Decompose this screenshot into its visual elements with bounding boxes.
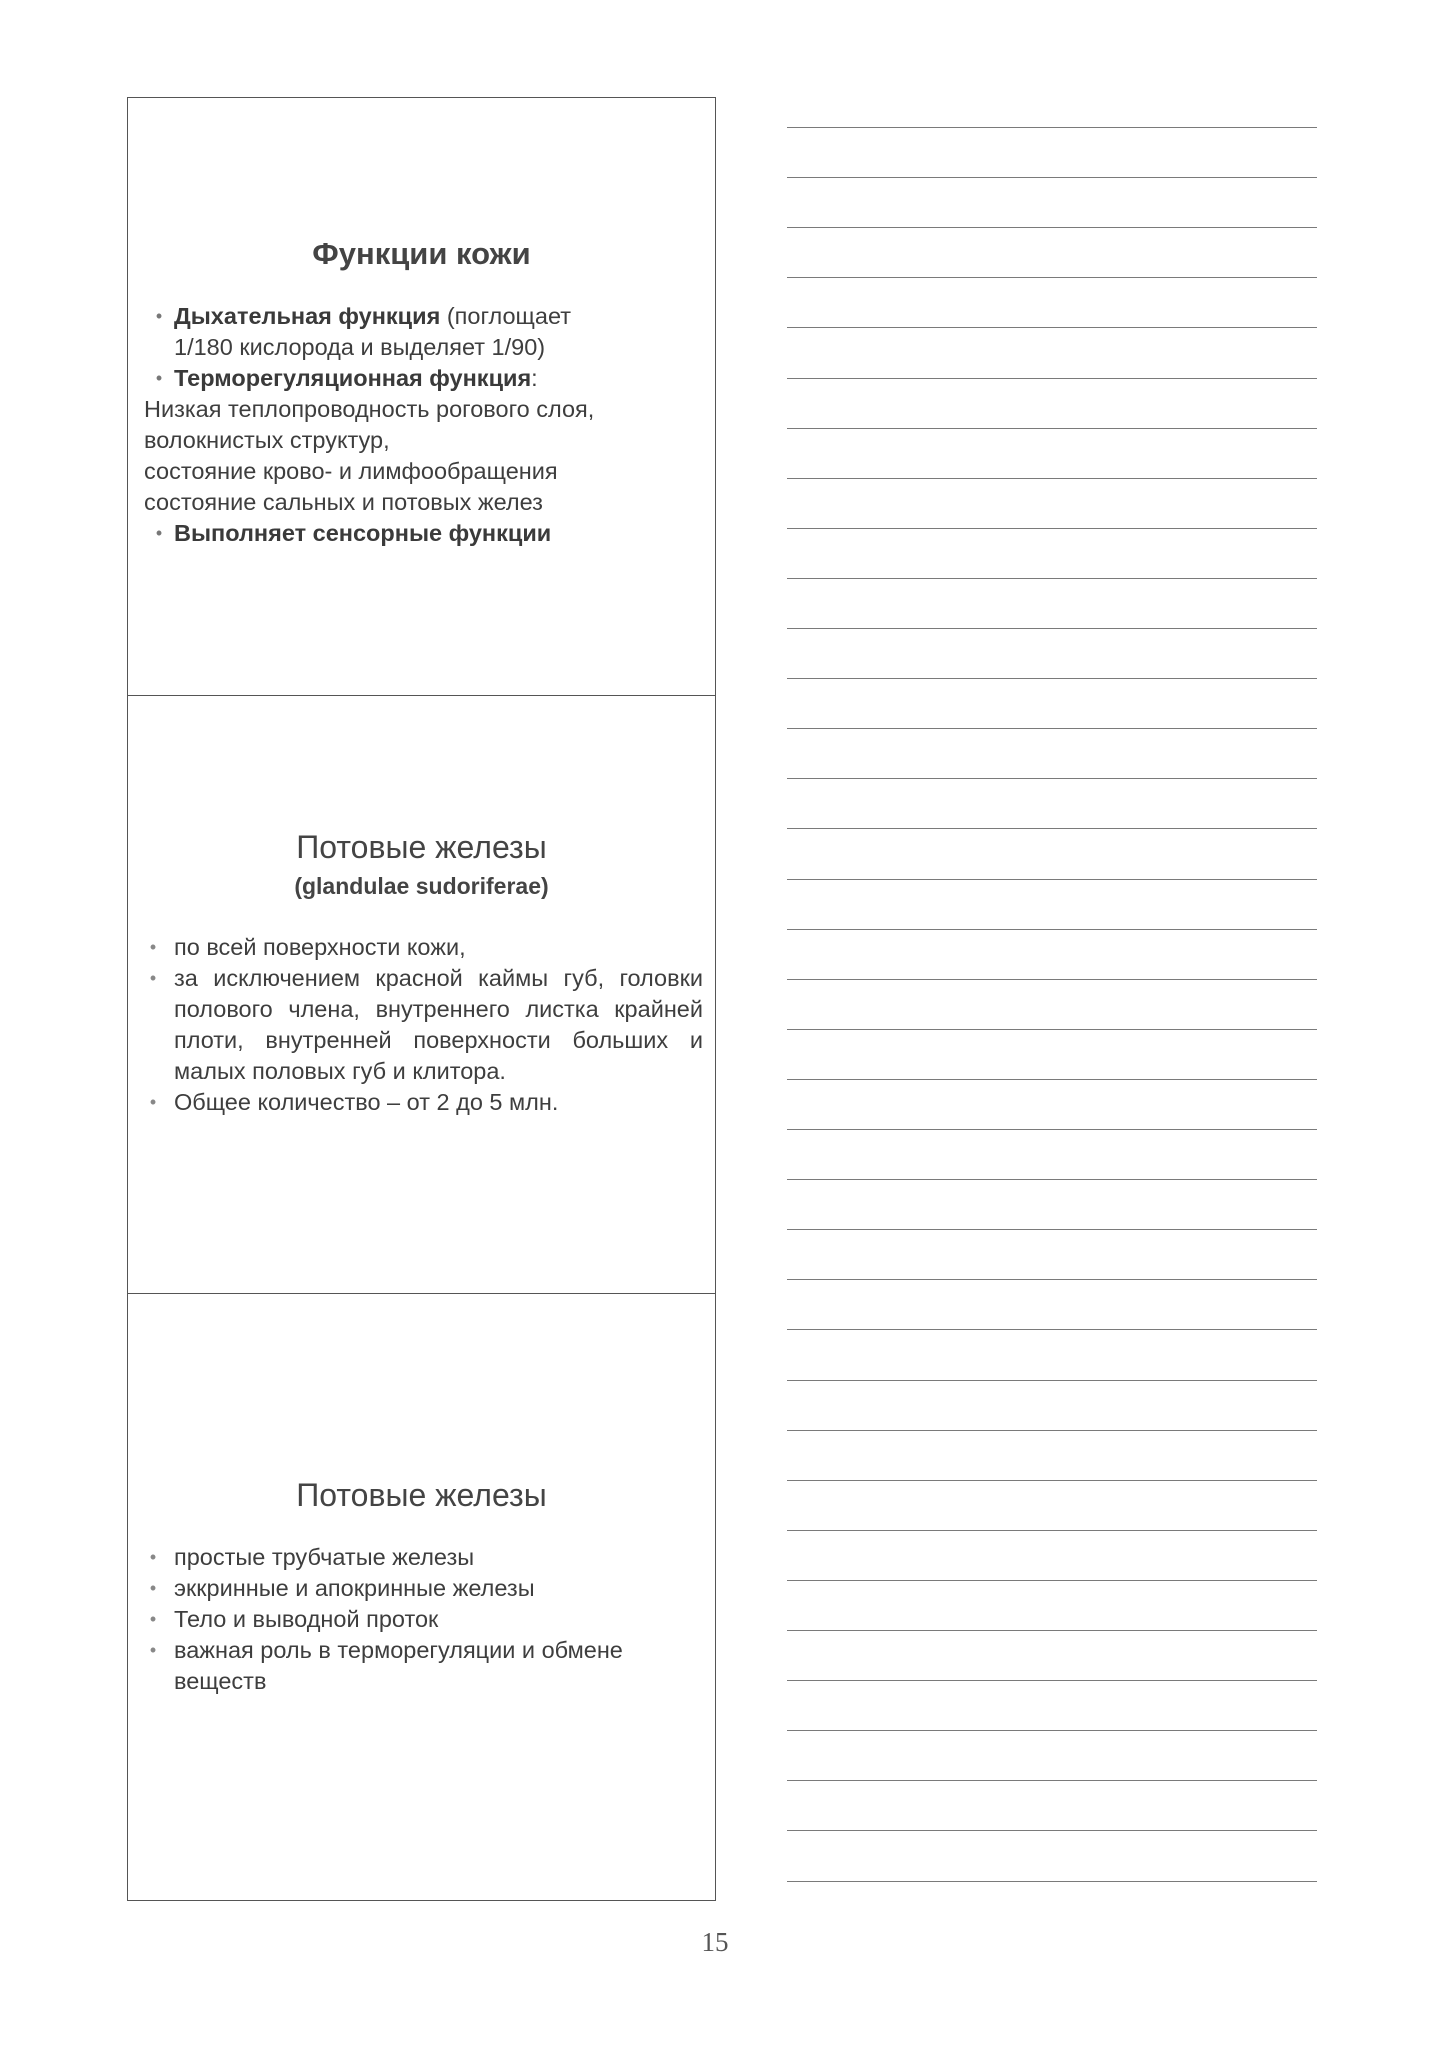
slide-bullet-list: [138, 932, 703, 1118]
note-line: [787, 929, 1317, 930]
slide-title: Потовые железы: [296, 829, 547, 865]
note-line: [787, 1530, 1317, 1531]
note-line: [787, 1430, 1317, 1431]
note-line: [787, 177, 1317, 178]
note-line: [787, 478, 1317, 479]
note-line: [787, 778, 1317, 779]
text-line: волокнистых структур,: [144, 427, 390, 453]
slide-body: [144, 301, 701, 549]
list-item-continuation: 1/180 кислорода и выделяет 1/90): [174, 334, 546, 360]
notes-lines-area: [787, 127, 1322, 1887]
list-item: • Общее количество – от 2 до 5 млн.: [138, 1087, 703, 1118]
list-item: • простые трубчатые железы: [138, 1542, 701, 1573]
note-line: [787, 1780, 1317, 1781]
list-item: • Тело и выводной проток: [138, 1604, 701, 1635]
note-line: [787, 1680, 1317, 1681]
text-line: состояние сальных и потовых желез: [144, 489, 543, 515]
note-line: [787, 277, 1317, 278]
note-line: [787, 227, 1317, 228]
note-line: [787, 628, 1317, 629]
item-text: (поглощает: [440, 303, 572, 329]
slide-sweat-glands-types: [128, 1293, 715, 1899]
page-number: 15: [701, 1927, 729, 1957]
slide-sweat-glands-overview: [128, 695, 715, 1293]
text-line: Низкая теплопроводность рогового слоя,: [144, 396, 595, 422]
note-line: [787, 378, 1317, 379]
note-line: [787, 1881, 1317, 1882]
slide-title: Функции кожи: [312, 236, 531, 271]
list-item: [144, 301, 701, 332]
note-line: [787, 1329, 1317, 1330]
note-line: [787, 879, 1317, 880]
note-line: [787, 127, 1317, 128]
list-item: • важная роль в терморегуляции и обмене веществ: [138, 1635, 701, 1697]
note-line: [787, 428, 1317, 429]
note-line: [787, 1380, 1317, 1381]
list-item: [144, 363, 701, 394]
list-item: • за исключением красной каймы губ, головки полового члена, внутреннего листка крайней плоти, внутренней поверхности больших и малых половых губ и клитора.: [138, 963, 703, 1087]
slide-bullet-list: [138, 1542, 701, 1697]
note-line: [787, 1279, 1317, 1280]
text-line: состояние крово- и лимфообращения: [144, 458, 558, 484]
item-bold-text: Выполняет сенсорные функции: [174, 520, 552, 546]
list-item: • по всей поверхности кожи,: [138, 932, 703, 963]
slides-column: [127, 97, 716, 1901]
note-line: [787, 828, 1317, 829]
bullet-icon: •: [155, 368, 163, 388]
note-line: [787, 728, 1317, 729]
note-line: [787, 979, 1317, 980]
bullet-icon: •: [155, 306, 163, 326]
note-line: [787, 1730, 1317, 1731]
bullet-icon: •: [155, 523, 163, 543]
slide-skin-functions: [128, 98, 715, 695]
note-line: [787, 1179, 1317, 1180]
note-line: [787, 1029, 1317, 1030]
note-line: [787, 1830, 1317, 1831]
note-line: [787, 578, 1317, 579]
note-line: [787, 1129, 1317, 1130]
note-line: [787, 678, 1317, 679]
note-line: [787, 1580, 1317, 1581]
slide-title: Потовые железы: [296, 1477, 547, 1513]
note-line: [787, 1229, 1317, 1230]
note-line: [787, 528, 1317, 529]
list-item: • эккринные и апокринные железы: [138, 1573, 701, 1604]
note-line: [787, 1630, 1317, 1631]
item-bold-text: Терморегуляционная функция: [174, 365, 532, 391]
item-text: :: [531, 365, 538, 391]
list-item: [144, 518, 701, 549]
note-line: [787, 1480, 1317, 1481]
item-bold-text: Дыхательная функция: [174, 303, 441, 329]
note-line: [787, 1079, 1317, 1080]
note-line: [787, 327, 1317, 328]
slide-subtitle: (glandulae sudoriferae): [294, 873, 549, 899]
